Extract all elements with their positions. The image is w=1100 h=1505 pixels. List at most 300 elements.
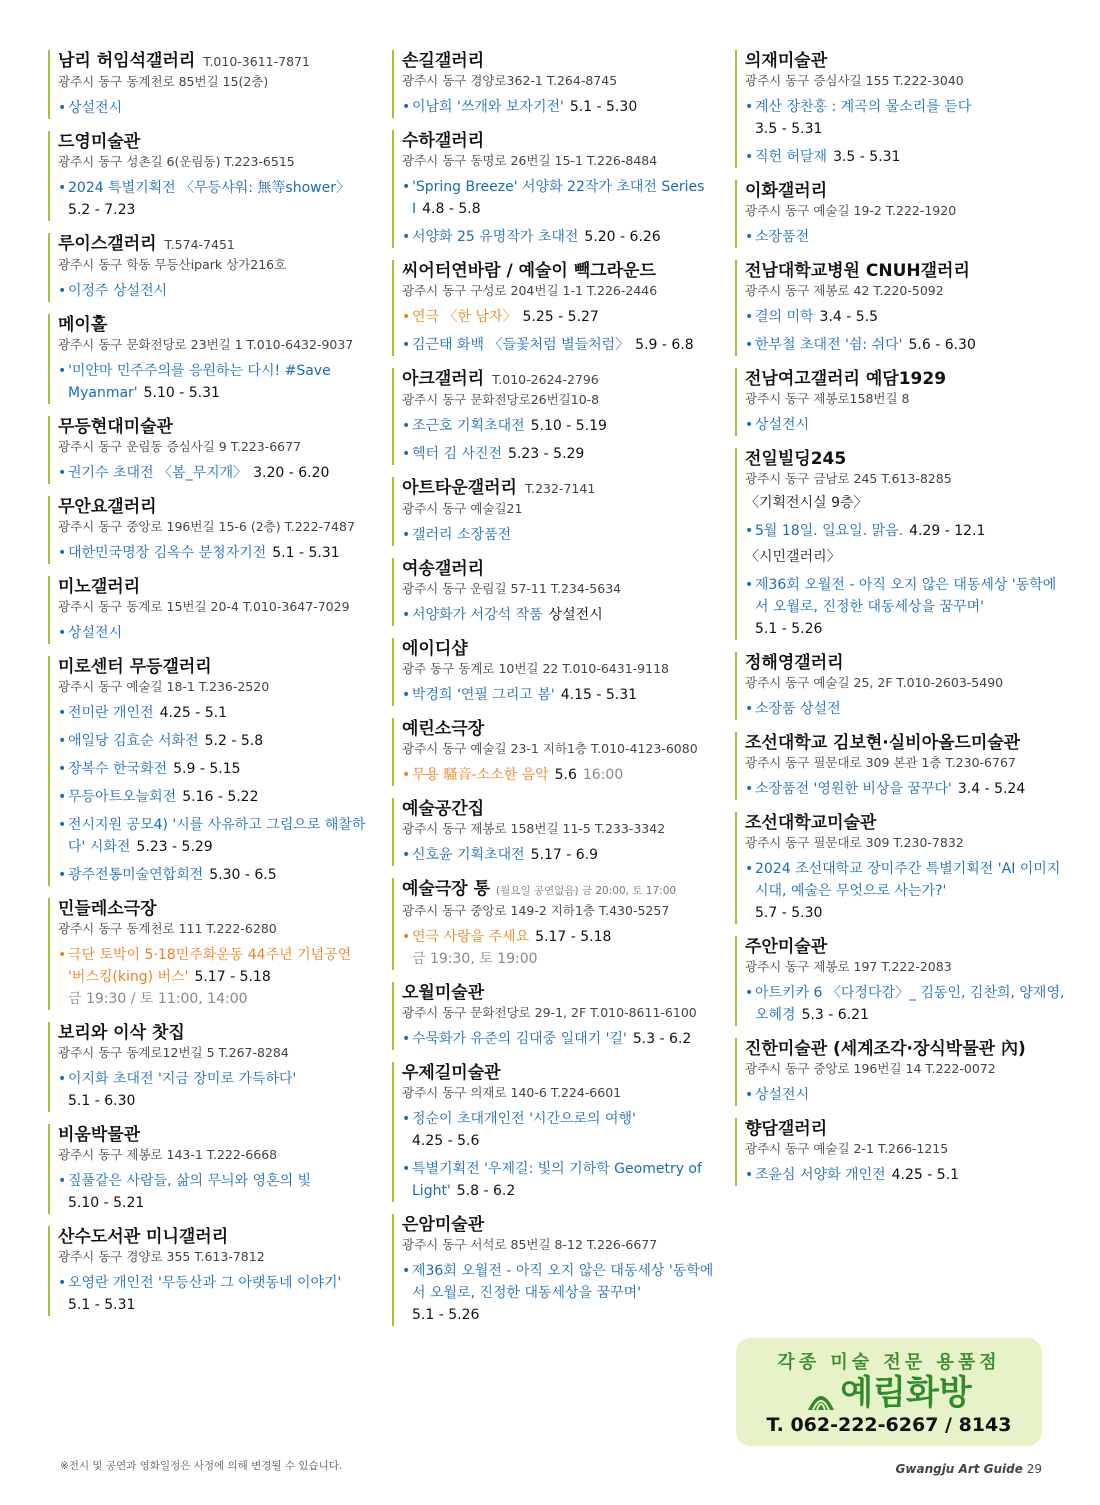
- item-title: 무등아트오늘회전: [68, 789, 177, 805]
- entry-divider: [392, 1062, 394, 1202]
- venue-address: 광주시 동구 문화전당로 23번길 1 T.010-6432-9037: [58, 337, 354, 352]
- venue-section-label: 〈시민갤러리〉: [745, 549, 841, 565]
- item-title: 무용 騷音-소소한 음악: [412, 767, 549, 783]
- listing-item: [745, 520, 1065, 542]
- entry-divider: [48, 656, 50, 886]
- venue-entry: [48, 314, 370, 404]
- item-title: 조근호 기획초대전: [412, 418, 525, 434]
- item-title: 김근태 화백 〈들꽃처럼 별들처럼〉: [412, 337, 630, 353]
- venue-name: [402, 260, 714, 282]
- item-title: 특별기획전 '우제길: 빛의 기하학 Geometry of Light': [412, 1161, 702, 1199]
- venue-entry: [48, 898, 370, 1010]
- venue-entry: [48, 233, 370, 302]
- item-title: 대한민국명장 김옥수 분청자기전: [68, 545, 267, 561]
- venue-address: 광주 동구 동계로 10번길 22 T.010-6431-9118: [402, 661, 669, 676]
- listing-item: [58, 944, 370, 1010]
- venue-title: 주안미술관: [745, 937, 828, 957]
- venue-entry: [48, 416, 370, 484]
- item-dates: 5.6: [554, 767, 577, 783]
- venue-section-label: 〈기획전시실 9층〉: [745, 495, 868, 511]
- venue-entry: [392, 638, 714, 706]
- item-title: 결의 미학: [755, 309, 814, 325]
- entry-divider: [48, 1022, 50, 1112]
- venue-name: [402, 1062, 714, 1084]
- venue-title: 에이디샵: [402, 639, 468, 659]
- item-title: 5월 18일. 일요일. 맑음.: [755, 523, 904, 539]
- entry-divider: [735, 180, 737, 248]
- item-dates: 5.17 - 5.18: [194, 969, 271, 985]
- item-dates: 3.5 - 5.31: [755, 121, 823, 137]
- venue-title: 조선대학교미술관: [745, 813, 877, 833]
- item-title: 권기수 초대전 〈봄_무지개〉: [68, 465, 248, 481]
- venue-name: [402, 638, 714, 660]
- venue-name: [58, 233, 370, 256]
- listing-item: [745, 306, 1065, 328]
- venue-entry: [392, 130, 714, 248]
- listing-item: [58, 177, 370, 221]
- item-title: 아트키카 6 〈다정다감〉_ 김동인, 김찬희, 양재영, 오혜경: [755, 985, 1065, 1023]
- entry-divider: [48, 1226, 50, 1316]
- venue-name: [745, 448, 1065, 470]
- entry-divider: [735, 368, 737, 436]
- venue-name: [402, 798, 714, 820]
- item-title: 상설전시: [68, 625, 123, 641]
- venue-title: 수하갤러리: [402, 131, 485, 151]
- schedule-footnote: ※전시 및 공연과 영화일정은 사정에 의해 변경될 수 있습니다.: [60, 1460, 343, 1472]
- item-title: 정순이 초대개인전 '시간으로의 여행': [412, 1111, 636, 1127]
- item-title: 소장품전: [755, 229, 810, 245]
- item-title: 직헌 허달재: [755, 149, 828, 165]
- listing-item: [745, 982, 1065, 1026]
- venue-name: [745, 652, 1065, 674]
- item-dates: 5.23 - 5.29: [508, 446, 585, 462]
- item-dates: 5.17 - 6.9: [530, 847, 599, 863]
- venue-entry: [392, 477, 714, 546]
- venue-address: 광주시 동구 운림길 57-11 T.234-5634: [402, 581, 622, 596]
- venue-name: [58, 656, 370, 678]
- venue-address: 광주시 동구 예술길 18-1 T.236-2520: [58, 679, 270, 694]
- listing-item: [745, 778, 1065, 800]
- item-title: 전미란 개인전: [68, 705, 154, 721]
- listing-item: [745, 1084, 1065, 1106]
- entry-divider: [48, 50, 50, 119]
- venue-title: 예린소극장: [402, 719, 485, 739]
- venue-title: 보리와 이삭 찻집: [58, 1023, 185, 1043]
- item-dates: 4.25 - 5.6: [412, 1133, 480, 1149]
- listing-item: [58, 730, 370, 752]
- listing-item: [58, 786, 370, 808]
- item-dates: 4.15 - 5.31: [560, 687, 638, 703]
- item-title: 장복수 한국화전: [68, 761, 168, 777]
- venue-title: 전남대학교병원 CNUH갤러리: [745, 261, 970, 281]
- venue-title: 예술극장 통: [402, 879, 491, 899]
- item-dates: 5.2 - 7.23: [68, 202, 136, 218]
- venue-entry: [392, 558, 714, 626]
- venue-address: 광주시 동구 학동 무등산ipark 상가216호: [58, 257, 287, 272]
- listing-item: [745, 226, 1065, 248]
- item-title: 서양화 25 유명작가 초대전: [412, 229, 579, 245]
- venue-address: 광주시 동구 문화전당로26번길10-8: [402, 392, 600, 407]
- venue-name: [58, 50, 370, 73]
- item-times: 16:00: [582, 767, 624, 783]
- listing-item: [745, 414, 1065, 436]
- item-title: 조윤심 서양화 개인전: [755, 1167, 886, 1183]
- venue-address: 광주시 동구 제봉로 42 T.220-5092: [745, 283, 944, 298]
- item-dates: 5.1 - 5.26: [755, 621, 823, 637]
- entry-divider: [48, 416, 50, 484]
- venue-name: [745, 732, 1065, 754]
- venue-title: 무등현대미술관: [58, 417, 173, 437]
- listing-item: [58, 97, 370, 119]
- listing-item: [402, 415, 714, 437]
- venue-address: 광주시 동구 문화전당로 29-1, 2F T.010-8611-6100: [402, 1005, 697, 1020]
- venue-entry: [392, 368, 714, 465]
- listing-item: [58, 542, 370, 564]
- venue-entry: [48, 131, 370, 221]
- venue-address: 광주시 동구 서석로 85번길 8-12 T.226-6677: [402, 1237, 658, 1252]
- listing-item: [58, 702, 370, 724]
- item-title: 전시지원 공모4) '시를 사유하고 그림으로 해찰하다' 시화전: [68, 817, 366, 855]
- venue-title: 아트타운갤러리: [402, 478, 517, 498]
- listing-item: [402, 176, 714, 220]
- venue-title: 드영미술관: [58, 132, 141, 152]
- venue-entry: [735, 260, 1065, 356]
- item-dates: 5.16 - 5.22: [182, 789, 259, 805]
- item-title: '미얀마 민주주의를 응원하는 다시! #Save Myanmar': [68, 363, 331, 401]
- item-title: 짚풀같은 사람들, 삶의 무늬와 영혼의 빛: [68, 1173, 312, 1189]
- item-title: 서양화가 서강석 작품: [412, 607, 543, 623]
- entry-divider: [392, 477, 394, 546]
- venue-entry: [735, 936, 1065, 1026]
- venue-name: [745, 50, 1065, 72]
- item-dates: 5.20 - 6.26: [584, 229, 661, 245]
- venue-address: 광주시 동구 운림동 증심사길 9 T.223-6677: [58, 439, 302, 454]
- item-dates: 5.10 - 5.31: [143, 385, 220, 401]
- venue-name: [745, 812, 1065, 834]
- item-title: 소장품전 '영원한 비상을 꿈꾸다': [755, 781, 952, 797]
- venue-phone: T.574-7451: [164, 237, 235, 252]
- venue-address: 광주시 동구 동계로12번길 5 T.267-8284: [58, 1045, 289, 1060]
- venue-entry: [735, 448, 1065, 640]
- venue-address: 광주시 동구 예술길 23-1 지하1층 T.010-4123-6080: [402, 741, 698, 756]
- entry-divider: [735, 812, 737, 924]
- venue-address: 광주시 동구 중앙로 149-2 지하1층 T.430-5257: [402, 903, 670, 918]
- item-dates: 3.4 - 5.5: [819, 309, 879, 325]
- listing-item: [58, 864, 370, 886]
- venue-entry: [392, 1214, 714, 1326]
- listing-item: [745, 698, 1065, 720]
- venue-name: [58, 576, 370, 598]
- item-dates: 5.6 - 6.30: [908, 337, 976, 353]
- entry-divider: [392, 798, 394, 866]
- item-dates: 3.5 - 5.31: [833, 149, 901, 165]
- ad-shop-name: 예림화방: [840, 1373, 972, 1413]
- item-dates: 5.1 - 5.31: [272, 545, 340, 561]
- venue-title: 손길갤러리: [402, 51, 485, 71]
- venue-title: 씨어터연바람 / 예술이 빽그라운드: [402, 261, 656, 281]
- venue-address: 광주시 동구 필문대로 309 본관 1층 T.230-6767: [745, 755, 1016, 770]
- item-dates: 5.9 - 6.8: [635, 337, 694, 353]
- art-supply-ad: [736, 1338, 1042, 1446]
- venue-title: 비움박물관: [58, 1125, 141, 1145]
- venue-note: (월요일 공연없음) 금 20:00, 토 17:00: [496, 885, 677, 897]
- item-title: 연극 〈한 남자〉: [412, 309, 517, 325]
- listing-item: [402, 1108, 714, 1152]
- listing-item: [58, 1170, 370, 1214]
- venue-entry: [48, 50, 370, 119]
- venue-name: [58, 496, 370, 518]
- venue-name: [58, 314, 370, 336]
- venue-address: 광주시 동구 필문대로 309 T.230-7832: [745, 835, 964, 850]
- venue-name: [402, 718, 714, 740]
- listing-item: [402, 226, 714, 248]
- page-footer: [896, 1462, 1042, 1476]
- venue-title: 향담갤러리: [745, 1119, 828, 1139]
- venue-name: [402, 1214, 714, 1236]
- venue-title: 아크갤러리: [402, 369, 485, 389]
- item-dates: 3.4 - 5.24: [957, 781, 1026, 797]
- venue-title: 민들레소극장: [58, 899, 157, 919]
- venue-address: 광주시 동구 중앙로 196번길 15-6 (2층) T.222-7487: [58, 519, 355, 534]
- ad-phone: T. 062-222-6267 / 8143: [766, 1414, 1012, 1436]
- item-dates: 5.1 - 5.30: [569, 99, 638, 115]
- item-dates: 4.8 - 5.8: [422, 201, 481, 217]
- item-dates: 5.3 - 6.2: [632, 1031, 692, 1047]
- venue-entry: [735, 812, 1065, 924]
- entry-divider: [735, 448, 737, 640]
- item-dates: 4.25 - 5.1: [891, 1167, 960, 1183]
- listing-item: [58, 462, 370, 484]
- venue-entry: [392, 50, 714, 118]
- venue-name: [58, 131, 370, 153]
- item-dates: 5.2 - 5.8: [204, 733, 264, 749]
- listing-item: [58, 280, 370, 302]
- entry-divider: [735, 732, 737, 800]
- venue-entry: [48, 576, 370, 644]
- entry-divider: [735, 1118, 737, 1186]
- venue-name: [402, 982, 714, 1004]
- venue-name: [402, 130, 714, 152]
- entry-divider: [735, 1038, 737, 1106]
- item-title: 오영란 개인전 '무등산과 그 아랫동네 이야기': [68, 1275, 342, 1291]
- venue-name: [58, 1124, 370, 1146]
- venue-entry: [392, 718, 714, 786]
- item-title: 2024 특별기획전 〈무등샤워: 無等shower〉: [68, 180, 350, 196]
- listing-item: [402, 1158, 714, 1202]
- venue-title: 은암미술관: [402, 1215, 485, 1235]
- venue-entry: [48, 1226, 370, 1316]
- venue-title: 미로센터 무등갤러리: [58, 657, 212, 677]
- item-title: 극단 토박이 5·18민주화운동 44주년 기념공연 '버스킹(king) 버스': [68, 947, 352, 985]
- item-dates: 5.23 - 5.29: [136, 839, 213, 855]
- listing-item: [402, 926, 714, 970]
- venue-address: 광주시 동구 금남로 245 T.613-8285: [745, 471, 952, 486]
- venue-entry: [48, 656, 370, 886]
- listing-item: [402, 844, 714, 866]
- venue-address: 광주시 동구 동명로 26번길 15-1 T.226-8484: [402, 153, 658, 168]
- entry-divider: [392, 638, 394, 706]
- venue-name: [745, 368, 1065, 390]
- venue-entry: [392, 260, 714, 356]
- venue-address: 광주시 동구 경양로 355 T.613-7812: [58, 1249, 265, 1264]
- listing-item: [402, 604, 714, 626]
- item-dates: 5.1 - 5.31: [68, 1297, 136, 1313]
- listing-item: [745, 574, 1065, 640]
- venue-title: 오월미술관: [402, 983, 485, 1003]
- venue-address: 광주시 동구 증심사길 155 T.222-3040: [745, 73, 964, 88]
- listing-column-3: [735, 50, 1065, 1198]
- item-title: 갤러리 소장품전: [412, 527, 512, 543]
- item-title: 상설전시: [68, 100, 123, 116]
- item-times: 금 19:30, 토 19:00: [412, 951, 538, 967]
- venue-address: 광주시 동구 동계로 15번길 20-4 T.010-3647-7029: [58, 599, 350, 614]
- item-title: 소장품 상설전: [755, 701, 841, 717]
- venue-name: [58, 1022, 370, 1044]
- item-title: 이지화 초대전 '지금 장미로 가득하다': [68, 1071, 297, 1087]
- venue-name: [58, 416, 370, 438]
- entry-divider: [48, 1124, 50, 1214]
- entry-divider: [392, 982, 394, 1050]
- entry-divider: [48, 898, 50, 1010]
- entry-divider: [735, 936, 737, 1026]
- item-title: 상설전시: [755, 417, 810, 433]
- venue-title: 여송갤러리: [402, 559, 485, 579]
- listing-item: [745, 96, 1065, 140]
- item-title: 헥터 김 사진전: [412, 446, 503, 462]
- venue-address: 광주시 동구 성촌길 6(운림동) T.223-6515: [58, 154, 295, 169]
- entry-divider: [735, 50, 737, 168]
- listing-column-1: [48, 50, 370, 1328]
- listing-item: [58, 1272, 370, 1316]
- venue-title: 이화갤러리: [745, 181, 828, 201]
- listing-item: [58, 360, 370, 404]
- venue-address: 광주시 동구 구성로 204번길 1-1 T.226-2446: [402, 283, 658, 298]
- item-dates: 5.1 - 6.30: [68, 1093, 136, 1109]
- item-title: 이정주 상설전시: [68, 283, 168, 299]
- venue-name: [402, 477, 714, 500]
- ad-tagline: 각종 미술 전문 용품점: [777, 1352, 1001, 1373]
- venue-name: [745, 180, 1065, 202]
- listing-item: [402, 443, 714, 465]
- venue-address: 광주시 동구 예술길 19-2 T.222-1920: [745, 203, 957, 218]
- listing-item: [58, 758, 370, 780]
- venue-name: [402, 368, 714, 391]
- venue-title: 루이스갤러리: [58, 234, 157, 254]
- venue-name: [745, 936, 1065, 958]
- listing-item: [402, 1260, 714, 1326]
- item-title: 제36회 오월전 - 아직 오지 않은 대동세상 '동학에서 오월로, 진정한 대동세상을 꿈꾸며': [755, 577, 1057, 615]
- item-title: 박경희 '연필 그리고 봄': [412, 687, 555, 703]
- entry-divider: [392, 1214, 394, 1326]
- item-title: 상설전시: [755, 1087, 810, 1103]
- venue-entry: [735, 368, 1065, 436]
- item-title: 2024 조선대학교 장미주간 특별기획전 'AI 이미지 시대, 예술은 무엇으로 사는가?': [755, 861, 1061, 899]
- venue-phone: T.232-7141: [524, 481, 596, 496]
- venue-entry: [735, 180, 1065, 248]
- venue-title: 진한미술관 (세계조각·장식박물관 內): [745, 1039, 1026, 1059]
- venue-name: [745, 260, 1065, 282]
- item-title: 이남희 '쓰개와 보자기전': [412, 99, 564, 115]
- venue-address: 광주시 동구 제봉로 197 T.222-2083: [745, 959, 952, 974]
- entry-divider: [392, 130, 394, 248]
- venue-address: 광주시 동구 예술길 25, 2F T.010-2603-5490: [745, 675, 1004, 690]
- leaf-logo-icon: [806, 1382, 836, 1408]
- listing-item: [402, 764, 714, 786]
- listing-item: [402, 306, 714, 328]
- venue-address: 광주시 동구 중앙로 196번길 14 T.222-0072: [745, 1061, 996, 1076]
- venue-address: 광주시 동구 제봉로 143-1 T.222-6668: [58, 1147, 278, 1162]
- venue-address: 광주시 동구 예술길 2-1 T.266-1215: [745, 1141, 949, 1156]
- entry-divider: [392, 558, 394, 626]
- venue-name: [402, 878, 714, 902]
- footer-brand: Gwangju Art Guide: [895, 1462, 1023, 1476]
- item-dates: 5.9 - 5.15: [173, 761, 241, 777]
- item-title: 한부철 초대전 '쉼: 쉬다': [755, 337, 903, 353]
- venue-address: 광주시 동구 예술길21: [402, 501, 523, 516]
- page-number: 29: [1026, 1462, 1042, 1476]
- entry-divider: [48, 314, 50, 404]
- venue-entry: [48, 1022, 370, 1112]
- venue-name: [58, 898, 370, 920]
- item-dates: 5.17 - 5.18: [535, 929, 612, 945]
- venue-name: [745, 1038, 1065, 1060]
- item-dates: 4.25 - 5.1: [159, 705, 227, 721]
- listing-item: [402, 96, 714, 118]
- listing-item: [402, 334, 714, 356]
- venue-entry: [735, 732, 1065, 800]
- venue-name: [402, 558, 714, 580]
- entry-divider: [48, 576, 50, 644]
- listing-column-2: [392, 50, 714, 1338]
- listing-item: [58, 1068, 370, 1112]
- item-title: 신호윤 기획초대전: [412, 847, 525, 863]
- item-dates: 5.25 - 5.27: [522, 309, 599, 325]
- venue-title: 의재미술관: [745, 51, 828, 71]
- item-dates: 5.1 - 5.26: [412, 1307, 480, 1323]
- item-times: 금 19:30 / 토 11:00, 14:00: [68, 991, 248, 1007]
- venue-address: 광주시 동구 제봉로158번길 8: [745, 391, 910, 406]
- entry-divider: [48, 233, 50, 302]
- venue-title: 메이홀: [58, 315, 108, 335]
- listing-item: [745, 146, 1065, 168]
- venue-entry: [392, 982, 714, 1050]
- item-title: 수묵화가 유준의 김대중 일대기 '길': [412, 1031, 627, 1047]
- item-dates: 5.8 - 6.2: [456, 1183, 516, 1199]
- venue-phone: T.010-3611-7871: [203, 54, 310, 69]
- venue-address: 광주시 동구 제봉로 158번길 11-5 T.233-3342: [402, 821, 666, 836]
- listing-item: [745, 858, 1065, 924]
- venue-name: [58, 1226, 370, 1248]
- item-title: 연극 사랑을 주세요: [412, 929, 530, 945]
- listing-item: [745, 1164, 1065, 1186]
- item-dates: 5.10 - 5.19: [530, 418, 607, 434]
- listing-item: [58, 622, 370, 644]
- item-dates: 3.20 - 6.20: [253, 465, 330, 481]
- venue-title: 조선대학교 김보현·실비아올드미술관: [745, 733, 1021, 753]
- venue-address: 광주시 동구 동계천로 111 T.222-6280: [58, 921, 277, 936]
- listing-item: [745, 334, 1065, 356]
- item-title: 'Spring Breeze' 서양화 22작가 초대전 Series Ⅰ: [412, 179, 705, 217]
- venue-address: 광주시 동구 의재로 140-6 T.224-6601: [402, 1085, 622, 1100]
- entry-divider: [392, 878, 394, 970]
- ad-shop: [736, 1374, 1042, 1412]
- venue-title: 전남여고갤러리 예담1929: [745, 369, 947, 389]
- entry-divider: [48, 131, 50, 221]
- venue-entry: [392, 1062, 714, 1202]
- venue-title: 정해영갤러리: [745, 653, 844, 673]
- item-dates: 상설전시: [548, 607, 603, 623]
- venue-entry: [392, 878, 714, 970]
